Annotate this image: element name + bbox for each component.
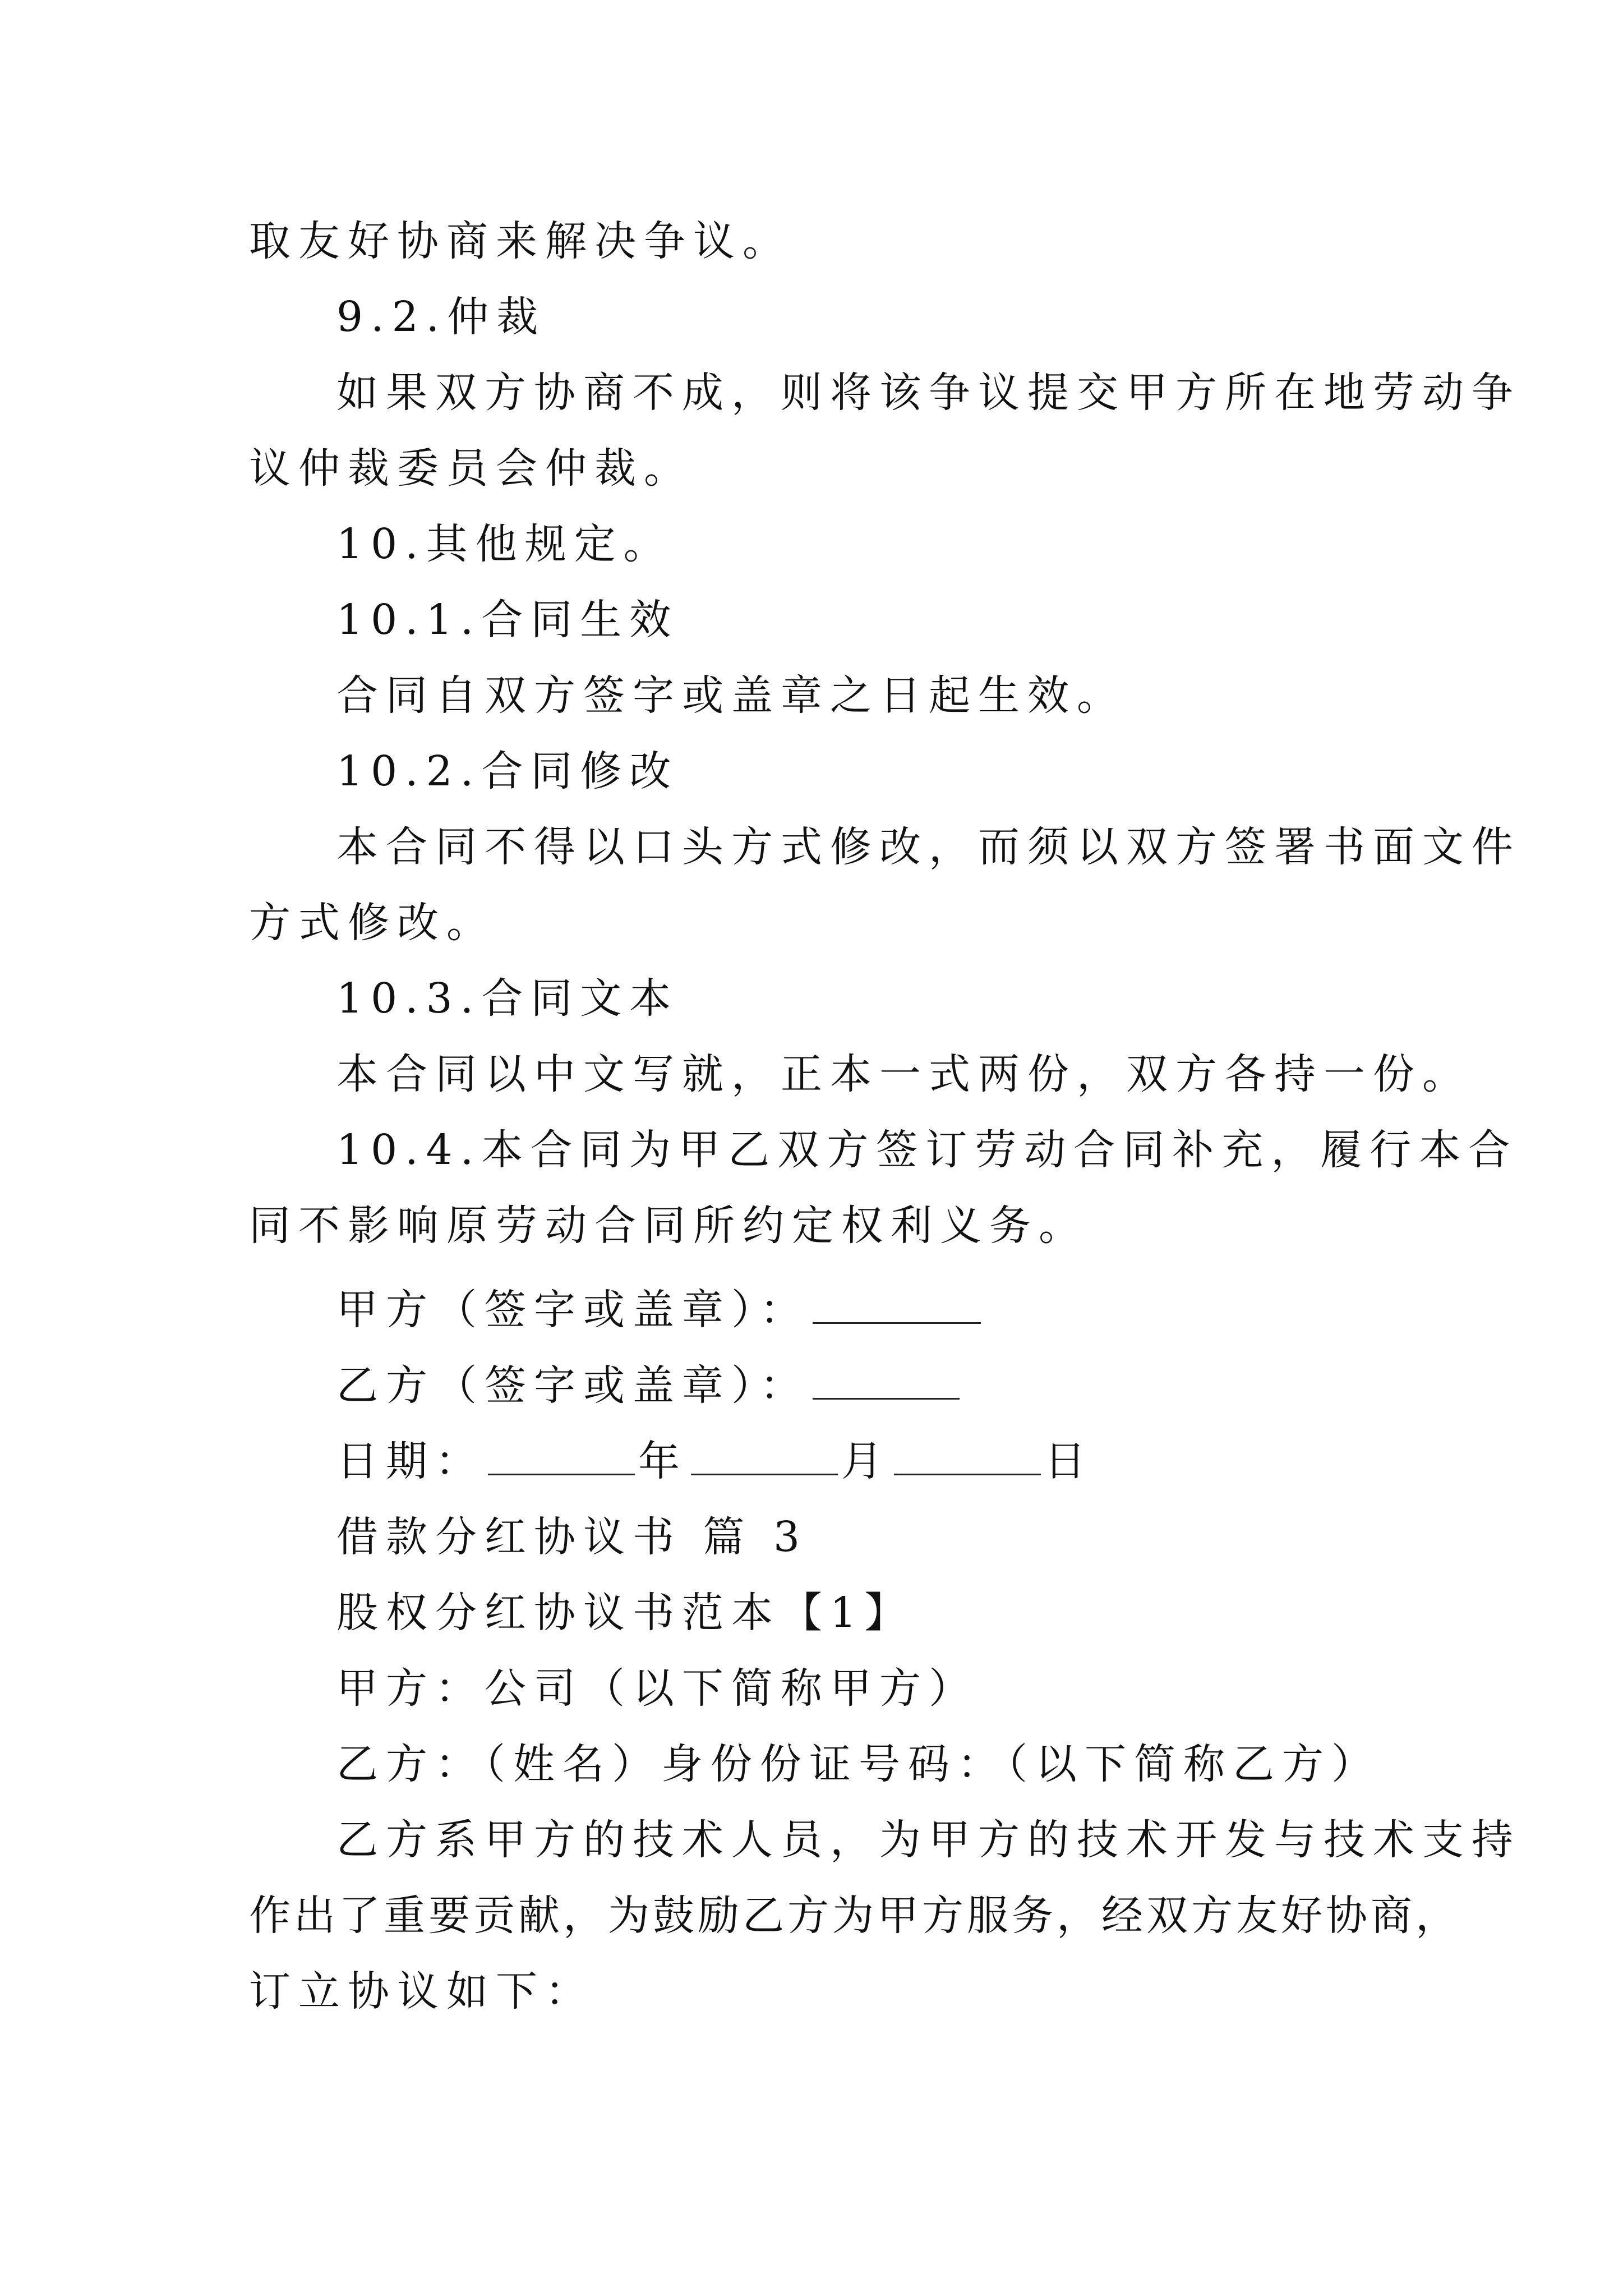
text-line: 10.4.本合同为甲乙双方签订劳动合同补充，履行本合 bbox=[336, 1126, 1518, 1174]
month-blank bbox=[691, 1437, 838, 1475]
section-heading-9-2: 9.2.仲裁 bbox=[336, 293, 546, 341]
text-line: 本合同不得以口头方式修改，而须以双方签署书面文件 bbox=[336, 823, 1521, 871]
date-label: 日期： bbox=[336, 1437, 485, 1485]
section-heading-10-2: 10.2.合同修改 bbox=[336, 747, 679, 795]
section-subtitle: 股权分红协议书范本【1】 bbox=[336, 1589, 914, 1637]
text-line: 合同自双方签字或盖章之日起生效。 bbox=[336, 671, 1126, 720]
text-line: 取友好协商来解决争议。 bbox=[249, 217, 792, 265]
party-b-signature-line bbox=[336, 1358, 1393, 1414]
section-heading-10: 10.其他规定。 bbox=[336, 520, 673, 568]
party-a-signature-blank bbox=[813, 1285, 981, 1324]
party-b-signature-blank bbox=[813, 1361, 960, 1400]
section-title: 借款分红协议书 篇 3 bbox=[336, 1513, 808, 1561]
text-line: 如果双方协商不成，则将该争议提交甲方所在地劳动争 bbox=[336, 369, 1521, 417]
date-line bbox=[336, 1433, 1393, 1489]
day-blank bbox=[894, 1437, 1041, 1475]
text-line: 议仲裁委员会仲裁。 bbox=[249, 444, 693, 493]
text-line: 方式修改。 bbox=[249, 899, 496, 947]
day-label: 日 bbox=[1044, 1437, 1094, 1485]
text-line: 乙方系甲方的技术人员，为甲方的技术开发与技术支持 bbox=[336, 1816, 1521, 1864]
year-label: 年 bbox=[638, 1437, 688, 1485]
party-a-signature-line bbox=[336, 1282, 1393, 1338]
party-b-signature-label: 乙方（签字或盖章）： bbox=[336, 1361, 809, 1410]
section-heading-10-3: 10.3.合同文本 bbox=[336, 974, 679, 1023]
section-heading-10-1: 10.1.合同生效 bbox=[336, 596, 679, 644]
text-line: 订立协议如下： bbox=[249, 1967, 594, 2016]
text-line: 同不影响原劳动合同所约定权利义务。 bbox=[249, 1202, 1088, 1250]
month-label: 月 bbox=[841, 1437, 891, 1485]
party-a-line: 甲方：公司（以下简称甲方） bbox=[336, 1664, 978, 1713]
party-a-signature-label: 甲方（签字或盖章）： bbox=[336, 1286, 809, 1334]
text-line: 本合同以中文写就，正本一式两份，双方各持一份。 bbox=[336, 1050, 1472, 1098]
text-line: 作出了重要贡献，为鼓励乙方为甲方服务，经双方友好协商， bbox=[249, 1892, 1460, 1940]
year-blank bbox=[488, 1437, 635, 1475]
party-b-line: 乙方：（姓名）身份份证号码：（以下简称乙方） bbox=[336, 1740, 1381, 1788]
